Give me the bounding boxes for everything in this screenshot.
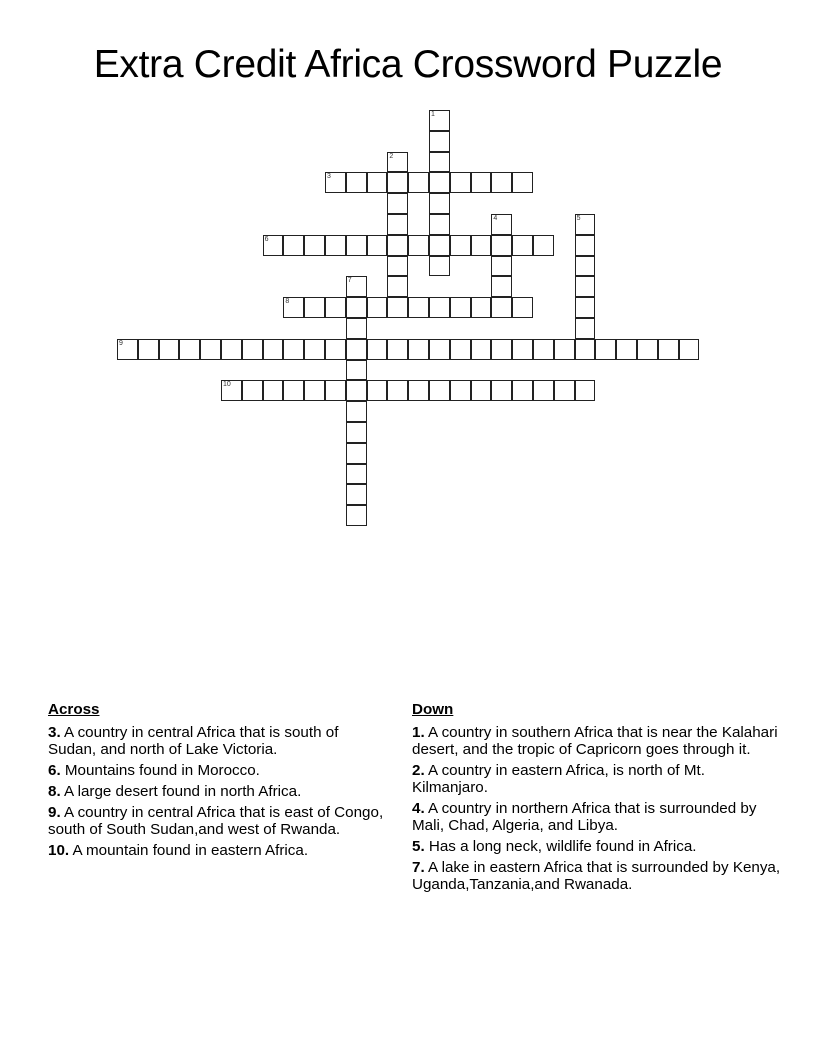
crossword-cell[interactable] [429, 297, 450, 318]
cell-number: 9 [119, 339, 123, 347]
crossword-cell[interactable] [367, 297, 388, 318]
crossword-cell[interactable] [491, 256, 512, 277]
crossword-cell[interactable] [117, 339, 138, 360]
crossword-cell[interactable] [387, 214, 408, 235]
crossword-cell[interactable] [138, 339, 159, 360]
crossword-cell[interactable] [491, 339, 512, 360]
crossword-cell[interactable] [179, 339, 200, 360]
clue-number: 8. [48, 783, 61, 800]
crossword-cell[interactable] [575, 256, 596, 277]
clue-number: 2. [412, 762, 425, 779]
clue-across-10 [48, 842, 388, 859]
crossword-cell[interactable] [491, 297, 512, 318]
crossword-cell[interactable] [491, 172, 512, 193]
clue-text: A country in southern Africa that is near the Kalahari desert, and the tropic of Capricorn goes through it. [412, 724, 778, 758]
crossword-cell[interactable] [304, 339, 325, 360]
crossword-cell[interactable] [429, 256, 450, 277]
cell-number: 2 [389, 152, 394, 160]
crossword-cell[interactable] [554, 380, 575, 401]
crossword-cell[interactable] [450, 380, 471, 401]
crossword-cell[interactable] [658, 339, 679, 360]
clue-number: 4. [412, 800, 425, 817]
clue-number: 6. [48, 762, 61, 779]
down-clues [412, 700, 782, 897]
crossword-cell[interactable] [283, 297, 304, 318]
page-title: Extra Credit Africa Crossword Puzzle [93, 43, 723, 86]
cell-number: 6 [264, 235, 269, 243]
crossword-cell[interactable] [471, 235, 492, 256]
crossword-cell[interactable] [304, 235, 325, 256]
crossword-cell[interactable] [575, 276, 596, 297]
crossword-cell[interactable] [346, 443, 367, 464]
crossword-cell[interactable] [491, 235, 512, 256]
crossword-cell[interactable] [575, 297, 596, 318]
crossword-cell[interactable] [575, 380, 596, 401]
crossword-cell[interactable] [616, 339, 637, 360]
crossword-cell[interactable] [304, 380, 325, 401]
crossword-cell[interactable] [429, 193, 450, 214]
across-clues [48, 700, 388, 863]
crossword-cell[interactable] [408, 380, 429, 401]
clue-across-9 [48, 804, 388, 838]
crossword-cell[interactable] [533, 235, 554, 256]
crossword-cell[interactable] [512, 380, 533, 401]
crossword-cell[interactable] [387, 380, 408, 401]
crossword-cell[interactable] [346, 505, 367, 526]
crossword-cell[interactable] [429, 339, 450, 360]
crossword-cell[interactable] [242, 339, 263, 360]
crossword-cell[interactable] [512, 235, 533, 256]
crossword-cell[interactable] [429, 214, 450, 235]
cell-number: 3 [327, 173, 331, 181]
crossword-cell[interactable] [575, 214, 596, 235]
crossword-cell[interactable] [471, 297, 492, 318]
crossword-cell[interactable] [346, 339, 367, 360]
crossword-cell[interactable] [429, 110, 450, 131]
clue-down-1 [412, 724, 782, 758]
cell-number: 7 [347, 277, 352, 285]
crossword-cell[interactable] [450, 339, 471, 360]
crossword-cell[interactable] [346, 484, 367, 505]
crossword-cell[interactable] [242, 380, 263, 401]
crossword-cell[interactable] [512, 172, 533, 193]
crossword-cell[interactable] [408, 339, 429, 360]
crossword-cell[interactable] [325, 339, 346, 360]
crossword-cell[interactable] [263, 235, 284, 256]
clue-text: A large desert found in north Africa. [60, 783, 302, 800]
clue-number: 7. [412, 859, 425, 876]
crossword-cell[interactable] [367, 235, 388, 256]
clue-text: A country in northern Africa that is surrounded by Mali, Chad, Algeria, and Libya. [412, 800, 757, 834]
crossword-cell[interactable] [533, 339, 554, 360]
crossword-cell[interactable] [367, 380, 388, 401]
crossword-cell[interactable] [595, 339, 616, 360]
clue-down-7 [412, 859, 782, 893]
crossword-cell[interactable] [408, 172, 429, 193]
crossword-cell[interactable] [346, 401, 367, 422]
crossword-cell[interactable] [387, 276, 408, 297]
crossword-cell[interactable] [512, 297, 533, 318]
crossword-cell[interactable] [263, 380, 284, 401]
crossword-cell[interactable] [491, 276, 512, 297]
crossword-cell[interactable] [637, 339, 658, 360]
crossword-cell[interactable] [512, 339, 533, 360]
clue-text: A mountain found in eastern Africa. [69, 842, 309, 859]
crossword-cell[interactable] [346, 360, 367, 381]
crossword-cell[interactable] [263, 339, 284, 360]
clue-across-3 [48, 724, 388, 758]
crossword-cell[interactable] [387, 235, 408, 256]
clue-number: 9. [48, 804, 61, 821]
crossword-cell[interactable] [575, 318, 596, 339]
crossword-cell[interactable] [283, 235, 304, 256]
clue-text: A country in central Africa that is south of Sudan, and north of Lake Victoria. [48, 724, 339, 758]
crossword-cell[interactable] [387, 152, 408, 173]
crossword-cell[interactable] [367, 172, 388, 193]
crossword-cell[interactable] [325, 172, 346, 193]
crossword-cell[interactable] [554, 339, 575, 360]
crossword-cell[interactable] [387, 297, 408, 318]
crossword-cell[interactable] [159, 339, 180, 360]
cell-number: 4 [493, 215, 498, 222]
down-heading: Down [412, 701, 454, 718]
clue-across-6 [48, 762, 388, 779]
crossword-cell[interactable] [450, 235, 471, 256]
clue-number: 3. [48, 724, 61, 741]
cell-number: 1 [431, 111, 435, 118]
crossword-cell[interactable] [575, 235, 596, 256]
clue-number: 1. [412, 724, 425, 741]
crossword-cell[interactable] [200, 339, 221, 360]
crossword-cell[interactable] [221, 339, 242, 360]
crossword-cell[interactable] [429, 152, 450, 173]
cell-number: 8 [285, 298, 290, 306]
crossword-cell[interactable] [450, 297, 471, 318]
crossword-cell[interactable] [283, 339, 304, 360]
crossword-cell[interactable] [367, 339, 388, 360]
crossword-cell[interactable] [491, 214, 512, 235]
crossword-cell[interactable] [408, 297, 429, 318]
crossword-cell[interactable] [471, 172, 492, 193]
crossword-cell[interactable] [283, 380, 304, 401]
crossword-cell[interactable] [387, 256, 408, 277]
crossword-cell[interactable] [491, 380, 512, 401]
clue-down-4 [412, 800, 782, 834]
clue-text: A country in eastern Africa, is north of Mt. Kilmanjaro. [412, 762, 705, 796]
clue-text: A country in central Africa that is east of Congo, south of South Sudan,and west of Rwanda. [48, 804, 384, 838]
crossword-cell[interactable] [346, 380, 367, 401]
clue-down-2 [412, 762, 782, 796]
crossword-cell[interactable] [346, 172, 367, 193]
clue-number: 5. [412, 838, 425, 855]
crossword-cell[interactable] [325, 235, 346, 256]
crossword-cell[interactable] [325, 380, 346, 401]
crossword-cell[interactable] [429, 131, 450, 152]
crossword-cell[interactable] [387, 193, 408, 214]
clue-text: Has a long neck, wildlife found in Africa. [424, 838, 697, 855]
crossword-cell[interactable] [679, 339, 700, 360]
clue-down-5 [412, 838, 782, 855]
clue-text: A lake in eastern Africa that is surrounded by Kenya, Uganda,Tanzania,and Rwanada. [412, 859, 781, 893]
cell-number: 10 [223, 381, 231, 389]
crossword-cell[interactable] [471, 380, 492, 401]
crossword-cell[interactable] [429, 235, 450, 256]
cell-number: 5 [576, 215, 581, 222]
crossword-cell[interactable] [471, 339, 492, 360]
across-heading: Across [48, 701, 100, 718]
crossword-cell[interactable] [346, 235, 367, 256]
crossword-cell[interactable] [429, 172, 450, 193]
clue-across-8 [48, 783, 388, 800]
clue-number: 10. [48, 842, 70, 859]
crossword-cell[interactable] [575, 339, 596, 360]
crossword-cell[interactable] [346, 297, 367, 318]
crossword-cell[interactable] [408, 235, 429, 256]
crossword-cell[interactable] [346, 422, 367, 443]
crossword-cell[interactable] [346, 276, 367, 297]
crossword-cell[interactable] [387, 339, 408, 360]
crossword-cell[interactable] [304, 297, 325, 318]
crossword-cell[interactable] [346, 318, 367, 339]
crossword-cell[interactable] [325, 297, 346, 318]
crossword-cell[interactable] [221, 380, 242, 401]
crossword-cell[interactable] [533, 380, 554, 401]
crossword-cell[interactable] [346, 464, 367, 485]
crossword-cell[interactable] [387, 172, 408, 193]
crossword-cell[interactable] [429, 380, 450, 401]
clue-text: Mountains found in Morocco. [60, 762, 260, 779]
crossword-cell[interactable] [450, 172, 471, 193]
